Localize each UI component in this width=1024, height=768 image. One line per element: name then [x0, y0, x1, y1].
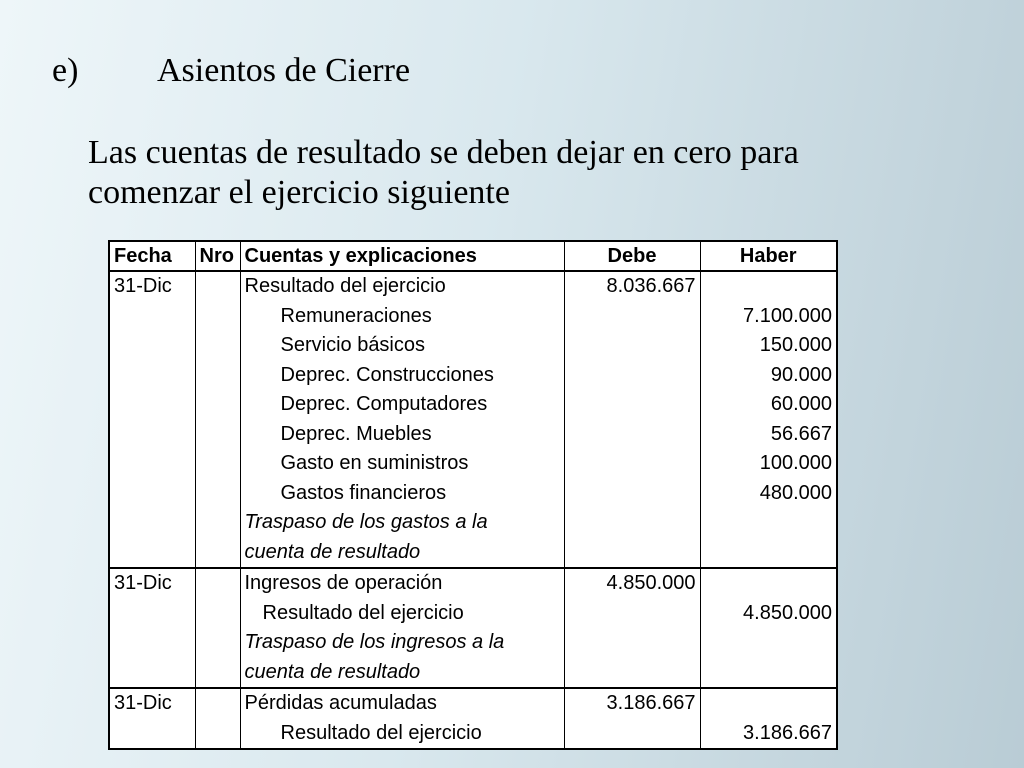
table-row [109, 331, 837, 361]
subtitle-line-1: Las cuentas de resultado se deben dejar en cero para [88, 134, 799, 171]
entry-number [195, 271, 240, 302]
table-header-row [109, 241, 837, 271]
empty-cell [109, 658, 195, 689]
credit-amount: 150.000 [700, 331, 837, 361]
empty-cell [109, 302, 195, 332]
empty-cell [700, 508, 837, 538]
empty-cell [195, 331, 240, 361]
empty-cell [564, 420, 700, 450]
account-name: Servicio básicos [240, 331, 564, 361]
empty-cell [195, 538, 240, 569]
credit-amount: 60.000 [700, 390, 837, 420]
empty-cell [195, 479, 240, 509]
empty-cell [564, 449, 700, 479]
credit-amount: 4.850.000 [700, 599, 837, 629]
credit-amount: 90.000 [700, 361, 837, 391]
closing-entries-table [108, 240, 838, 750]
credit-amount: 56.667 [700, 420, 837, 450]
empty-cell [564, 302, 700, 332]
entry-explanation: cuenta de resultado [240, 658, 564, 689]
account-name: Deprec. Construcciones [240, 361, 564, 391]
empty-cell [195, 420, 240, 450]
table-row [109, 568, 837, 599]
heading-letter: e) [52, 52, 79, 89]
empty-cell [564, 508, 700, 538]
header-debe: Debe [564, 241, 700, 271]
entry-number [195, 688, 240, 719]
table-row [109, 302, 837, 332]
empty-cell [195, 390, 240, 420]
credit-amount: 7.100.000 [700, 302, 837, 332]
heading-title: Asientos de Cierre [157, 52, 411, 89]
empty-cell [109, 479, 195, 509]
entry-number [195, 568, 240, 599]
table-row [109, 719, 837, 750]
empty-cell [109, 449, 195, 479]
slide-heading [52, 52, 410, 90]
table-row [109, 361, 837, 391]
empty-cell [109, 628, 195, 658]
entry-date: 31-Dic [109, 688, 195, 719]
entry-explanation: Traspaso de los gastos a la [240, 508, 564, 538]
empty-cell [195, 658, 240, 689]
empty-cell [195, 302, 240, 332]
empty-cell [700, 538, 837, 569]
table-row [109, 658, 837, 689]
account-name: Resultado del ejercicio [240, 271, 564, 302]
empty-cell [195, 361, 240, 391]
empty-cell [109, 719, 195, 750]
entry-date: 31-Dic [109, 271, 195, 302]
account-name: Deprec. Computadores [240, 390, 564, 420]
empty-cell [564, 628, 700, 658]
table-row [109, 449, 837, 479]
empty-cell [109, 361, 195, 391]
header-haber: Haber [700, 241, 837, 271]
empty-cell [195, 508, 240, 538]
empty-cell [109, 331, 195, 361]
debit-amount: 8.036.667 [564, 271, 700, 302]
empty-cell [195, 719, 240, 750]
header-cuentas: Cuentas y explicaciones [240, 241, 564, 271]
table-row [109, 271, 837, 302]
empty-cell [195, 599, 240, 629]
empty-cell [564, 390, 700, 420]
table-row [109, 420, 837, 450]
table-row [109, 688, 837, 719]
account-name: Pérdidas acumuladas [240, 688, 564, 719]
empty-cell [109, 420, 195, 450]
table-row [109, 508, 837, 538]
empty-cell [195, 449, 240, 479]
account-name: Gasto en suministros [240, 449, 564, 479]
debit-amount: 4.850.000 [564, 568, 700, 599]
slide-subtitle [88, 133, 988, 213]
entry-explanation: Traspaso de los ingresos a la [240, 628, 564, 658]
header-nro: Nro [195, 241, 240, 271]
account-name: Resultado del ejercicio [240, 599, 564, 629]
empty-cell [564, 479, 700, 509]
account-name: Resultado del ejercicio [240, 719, 564, 750]
account-name: Gastos financieros [240, 479, 564, 509]
debit-amount: 3.186.667 [564, 688, 700, 719]
empty-cell [700, 658, 837, 689]
credit-amount: 100.000 [700, 449, 837, 479]
empty-cell [564, 719, 700, 750]
table-row [109, 599, 837, 629]
table-row [109, 390, 837, 420]
empty-cell [700, 688, 837, 719]
empty-cell [195, 628, 240, 658]
empty-cell [564, 361, 700, 391]
credit-amount [700, 271, 837, 302]
empty-cell [109, 538, 195, 569]
table-row [109, 538, 837, 569]
empty-cell [109, 390, 195, 420]
empty-cell [564, 658, 700, 689]
empty-cell [700, 628, 837, 658]
empty-cell [564, 331, 700, 361]
table-row [109, 479, 837, 509]
account-name: Remuneraciones [240, 302, 564, 332]
empty-cell [564, 599, 700, 629]
entry-date: 31-Dic [109, 568, 195, 599]
table-row [109, 628, 837, 658]
header-fecha: Fecha [109, 241, 195, 271]
empty-cell [564, 538, 700, 569]
credit-amount: 480.000 [700, 479, 837, 509]
empty-cell [109, 599, 195, 629]
account-name: Deprec. Muebles [240, 420, 564, 450]
empty-cell [109, 508, 195, 538]
subtitle-line-2: comenzar el ejercicio siguiente [88, 174, 510, 211]
account-name: Ingresos de operación [240, 568, 564, 599]
entry-explanation: cuenta de resultado [240, 538, 564, 569]
credit-amount: 3.186.667 [700, 719, 837, 750]
empty-cell [700, 568, 837, 599]
